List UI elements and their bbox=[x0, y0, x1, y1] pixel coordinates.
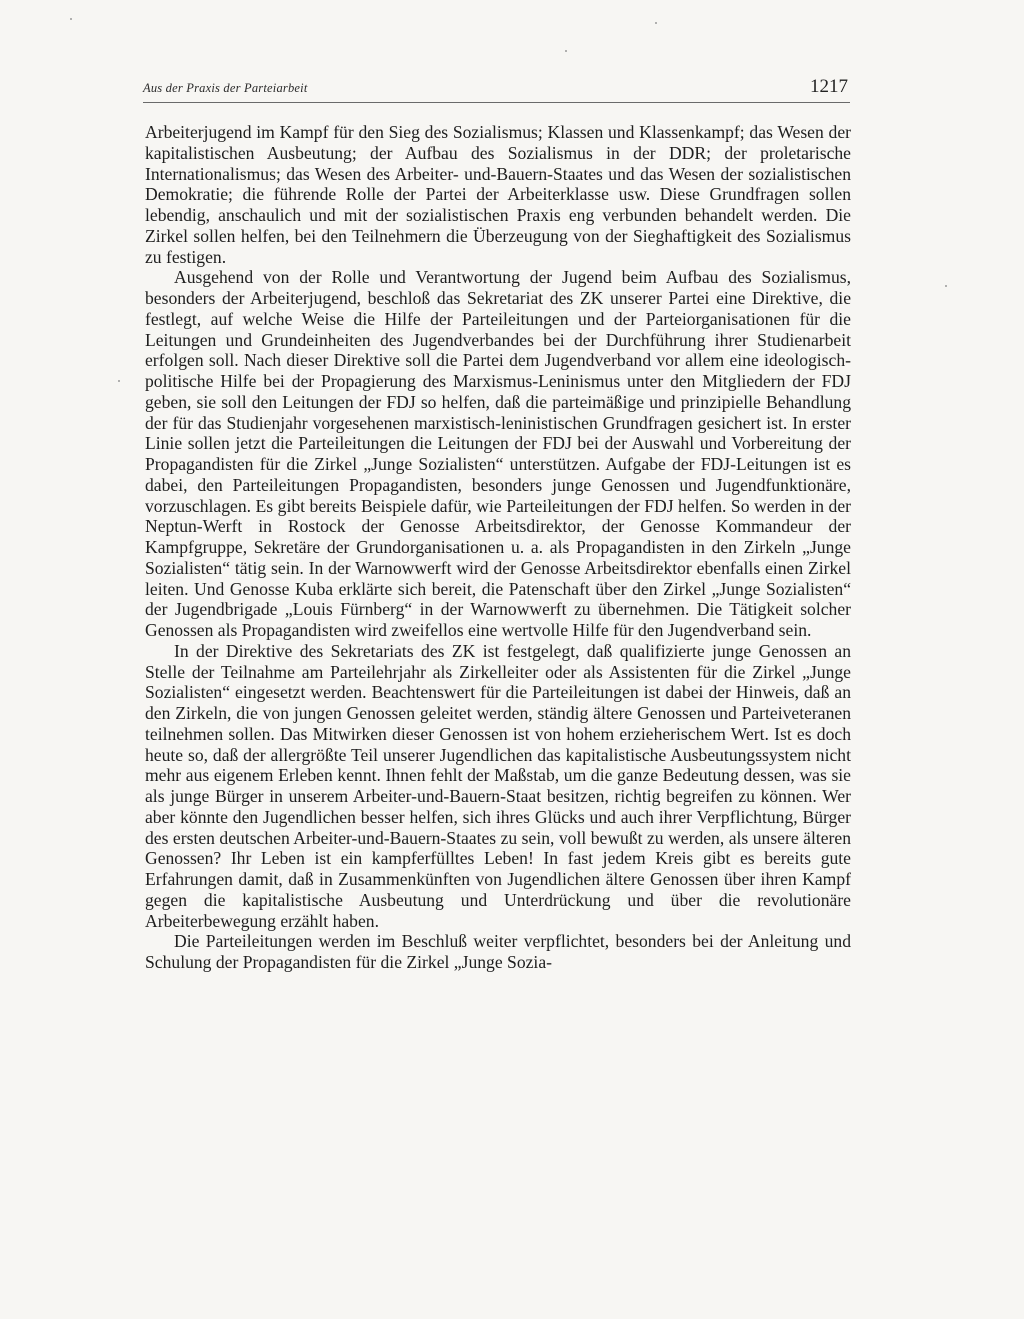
page-number: 1217 bbox=[810, 76, 848, 97]
print-speck bbox=[945, 285, 947, 287]
paragraph-4: Die Parteileitungen werden im Beschluß weiter verpflichtet, besonders bei der Anleitung und Schulung der Propagandisten für die Zirkel „Junge Sozia- bbox=[145, 931, 851, 972]
print-speck bbox=[655, 22, 657, 24]
paragraph-2: Ausgehend von der Rolle und Verantwortung der Jugend beim Aufbau des Sozialismus, besonders der Arbeiterjugend, beschloß das Sekretariat des ZK unserer Partei eine Direktive, die festlegt, auf welche Weise die Hilfe der Parteileitungen und der Parteiorganisationen für die Leitungen und Grundeinheiten des Jugendverbandes bei der Durchführung ihrer Studienarbeit erfolgen soll. Nach dieser Direktive soll die Partei dem Jugendverband vor allem eine ideologisch-politische Hilfe bei der Propagierung des Marxismus-Leninismus unter den Mitgliedern der FDJ geben, sie soll den Leitungen der FDJ so helfen, daß die parteimäßige und prinzipielle Behandlung der für das Studienjahr vorgesehenen marxistisch-leninistischen Grundfragen gesichert ist. In erster Linie sollen jetzt die Parteileitungen die Leitungen der FDJ bei der Auswahl und Vorbereitung der Propagandisten für die Zirkel „Junge Sozialisten“ unterstützen. Aufgabe der FDJ-Leitungen ist es dabei, den Parteileitungen Propagandisten, besonders junge Genossen und Jugendfunktionäre, vorzuschlagen. Es gibt bereits Beispiele dafür, wie Parteileitungen der FDJ helfen. So werden in der Neptun-Werft in Rostock der Genosse Arbeitsdirektor, der Genosse Kommandeur der Kampfgruppe, Sekretäre der Grundorganisationen u. a. als Propagandisten in den Zirkeln „Junge Sozialisten“ tätig sein. In der Warnowwerft wird der Genosse Arbeitsdirektor ebenfalls einen Zirkel leiten. Und Genosse Kuba erklärte sich bereit, die Patenschaft über den Zirkel „Junge Sozialisten“ der Jugendbrigade „Louis Fürnberg“ in der Warnowwerft zu übernehmen. Die Tätigkeit solcher Genossen als Propagandisten wird zweifellos eine wertvolle Hilfe für den Jugendverband sein. bbox=[145, 267, 851, 640]
print-speck bbox=[565, 50, 567, 52]
print-speck bbox=[118, 380, 120, 382]
page-header bbox=[143, 72, 850, 103]
paragraph-1: Arbeiterjugend im Kampf für den Sieg des Sozialismus; Klassen und Klassenkampf; das Wesen der kapitalistischen Ausbeutung; der Aufbau des Sozialismus in der DDR; der proletarische Internationalismus; das Wesen des Arbeiter- und-Bauern-Staates und das Wesen der sozialistischen Demokratie; die führende Rolle der Partei der Arbeiterklasse usw. Diese Grundfragen sollen lebendig, anschaulich und mit der sozialistischen Praxis eng verbunden behandelt werden. Die Zirkel sollen helfen, bei den Teilnehmern die Überzeugung von der Sieghaftigkeit des Sozialismus zu festigen. bbox=[145, 122, 851, 267]
paragraph-3: In der Direktive des Sekretariats des ZK ist festgelegt, daß qualifizierte junge Genossen an Stelle der Teilnahme am Parteilehrjahr als Zirkelleiter oder als Assistenten für die Zirkel „Junge Sozialisten“ eingesetzt werden. Beachtenswert für die Parteileitungen ist dabei der Hinweis, daß an den Zirkeln, die von jungen Genossen geleitet werden, ständig ältere Genossen und Parteiveteranen teilnehmen sollen. Das Mitwirken dieser Genossen ist von hohem erzieherischem Wert. Ist es doch heute so, daß der allergrößte Teil unserer Jugendlichen das kapitalistische Ausbeutungssystem nicht mehr aus eigenem Erleben kennt. Ihnen fehlt der Maßstab, um die ganze Bedeutung dessen, was sie als junge Bürger in unserem Arbeiter-und-Bauern-Staat besitzen, richtig begreifen zu können. Wer aber könnte den Jugendlichen besser helfen, sich ihres Glücks und auch ihrer Verpflichtung, Bürger des ersten deutschen Arbeiter-und-Bauern-Staates zu sein, voll bewußt zu werden, als unsere älteren Genossen? Ihr Leben ist ein kampferfülltes Leben! In fast jedem Kreis gibt es bereits gute Erfahrungen damit, daß in Zusammenkünften von Jugendlichen ältere Genossen über ihren Kampf gegen die kapitalistische Ausbeutung und Unterdrückung und über die revolutionäre Arbeiterbewegung erzählt haben. bbox=[145, 640, 851, 931]
running-head: Aus der Praxis der Parteiarbeit bbox=[143, 81, 308, 95]
print-speck bbox=[70, 18, 72, 20]
body-text bbox=[145, 122, 851, 973]
